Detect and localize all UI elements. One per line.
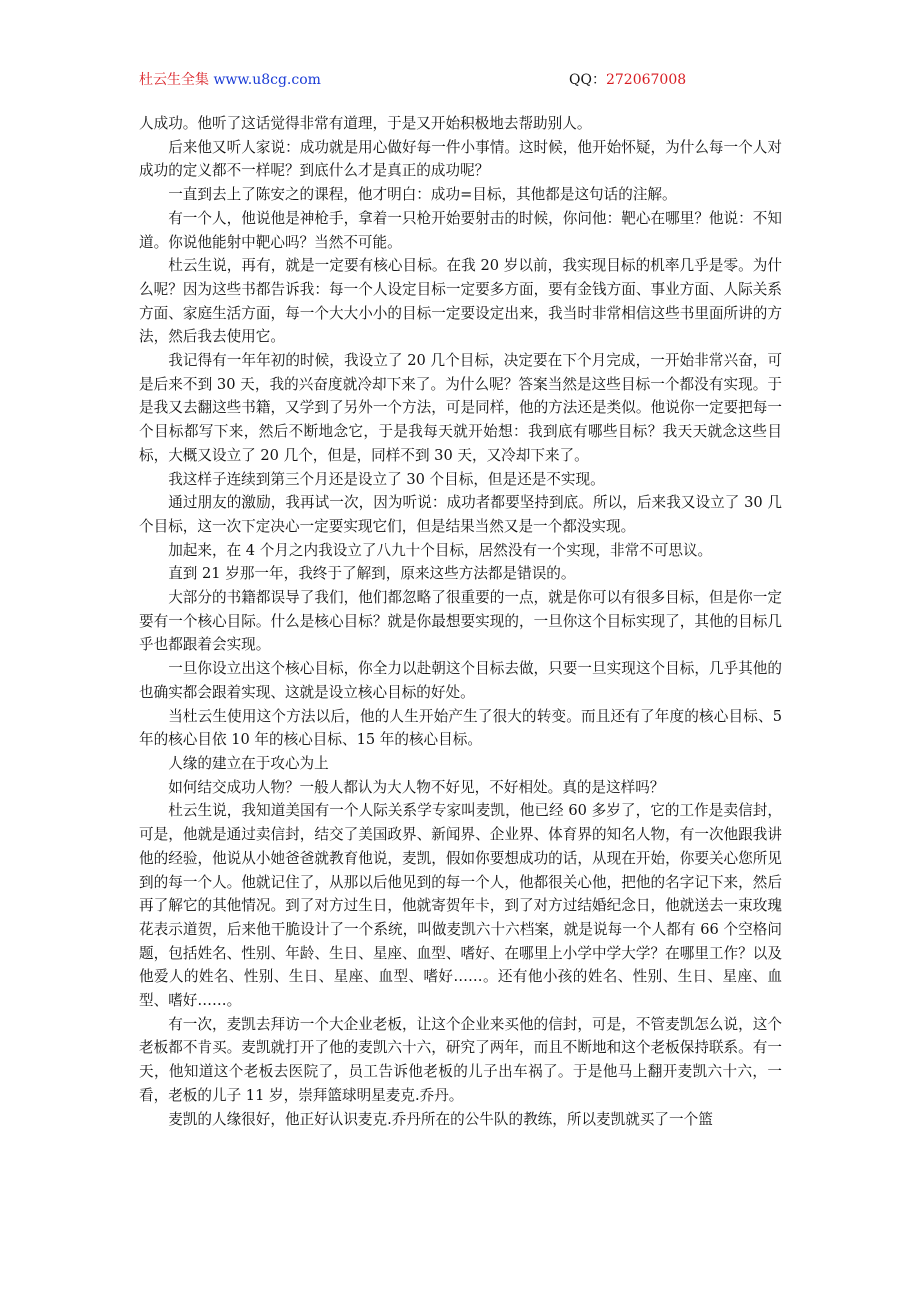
paragraph: 一直到去上了陈安之的课程，他才明白：成功=目标，其他都是这句话的注解。	[168, 186, 677, 204]
paragraph: 加起来，在 4 个月之内我设立了八九十个目标，居然没有一个实现，非常不可思议。	[168, 541, 713, 559]
page-header	[139, 69, 799, 91]
site-url-link[interactable]: www.u8cg.com	[213, 72, 321, 88]
paragraph: 有一次，麦凯去拜访一个大企业老板，让这个企业来买他的信封，可是，不管麦凯怎么说，这个老板都不肯买。麦凯就打开了他的麦凯六十六，研究了两年，而且不断地和这个老板保持联系。有一天，他知道这个老板去医院了，员工告诉他老板的儿子出车祸了。于是他马上翻开麦凯六十六，一看，老板的儿子 11 岁，崇拜篮球明星麦克.乔丹。	[139, 1015, 782, 1104]
paragraph: 人成功。他听了这话觉得非常有道理，于是又开始积极地去帮助别人。	[139, 115, 592, 132]
site-name: 杜云生全集	[139, 72, 209, 88]
section-heading: 人缘的建立在于攻心为上	[168, 754, 329, 772]
paragraph: 麦凯的人缘很好，他正好认识麦克.乔丹所在的公牛队的教练，所以麦凯就买了一个篮	[168, 1110, 713, 1128]
paragraph: 一旦你设立出这个核心目标，你全力以赴朝这个目标去做，只要一旦实现这个目标，几乎其他的也确实都会跟着实现、这就是设立核心目标的好处。	[139, 660, 782, 701]
paragraph: 杜云生说，再有，就是一定要有核心目标。在我 20 岁以前，我实现目标的机率几乎是零。为什么呢？因为这些书都告诉我：每一个人设定目标一定要多方面，要有金钱方面、事业方面、人际关系方面、家庭生活方面，每一个大大小小的目标一定要设定出来，我当时非常相信这些书里面所讲的方法，然后我去使用它。	[139, 257, 782, 346]
paragraph: 直到 21 岁那一年，我终于了解到，原来这些方法都是错误的。	[168, 565, 576, 583]
qq-label: QQ：	[569, 72, 606, 88]
paragraph: 杜云生说，我知道美国有一个人际关系学专家叫麦凯，他已经 60 多岁了，它的工作是卖信封，可是，他就是通过卖信封，结交了美国政界、新闻界、企业界、体育界的知名人物，有一次他跟我讲他的经验，他说从小她爸爸就教育他说，麦凯，假如你要想成功的话，从现在开始，你要关心您所见到的每一个人。他就记住了，从那以后他见到的每一个人，他都很关心他，把他的名字记下来，然后再了解它的其他情况。到了对方过生日，他就寄贺年卡，到了对方过结婚纪念日，他就送去一束玫瑰花表示道贺，后来他干脆设计了一个系统，叫做麦凯六十六档案，就是说每一个人都有 66 个空格问题，包括姓名、性别、年龄、生日、星座、血型、嗜好、在哪里上小学中学大学？在哪里工作？以及他爱人的姓名、性别、生日、星座、血型、嗜好……。还有他小孩的姓名、性别、生日、星座、血型、嗜好……。	[139, 802, 782, 1010]
qq-info	[569, 69, 686, 91]
paragraph: 我记得有一年年初的时候，我设立了 20 几个目标，决定要在下个月完成，一开始非常兴奋，可是后来不到 30 天，我的兴奋度就冷却下来了。为什么呢？答案当然是这些目标一个都没有实现。于是我又去翻这些书籍，又学到了另外一个方法，可是同样，他的方法还是类似。他说你一定要把每一个目标都写下来，然后不断地念它，于是我每天就开始想：我到底有哪些目标？我天天就念这些目标，大概又设立了 20 几个，但是，同样不到 30 天，又冷却下来了。	[139, 352, 782, 464]
paragraph: 后来他又听人家说：成功就是用心做好每一件小事情。这时候，他开始怀疑，为什么每一个人对成功的定义都不一样呢？到底什么才是真正的成功呢？	[139, 138, 782, 180]
paragraph: 通过朋友的激励，我再试一次，因为听说：成功者都要坚持到底。所以，后来我又设立了 30 几个目标，这一次下定决心一定要实现它们，但是结果当然又是一个都没实现。	[139, 494, 782, 535]
paragraph: 大部分的书籍都误导了我们，他们都忽略了很重要的一点，就是你可以有很多目标，但是你一定要有一个核心目际。什么是核心目标？就是你最想要实现的，一旦你这个目标实现了，其他的目标几乎也都跟着会实现。	[139, 589, 782, 654]
paragraph: 我这样子连续到第三个月还是设立了 30 个目标，但是还是不实现。	[168, 470, 605, 488]
site-info	[139, 69, 321, 91]
paragraph: 当杜云生使用这个方法以后，他的人生开始产生了很大的转变。而且还有了年度的核心目标、5 年的核心目依 10 年的核心目标、15 年的核心目标。	[139, 707, 782, 749]
qq-number: 272067008	[605, 72, 687, 88]
paragraph: 有一个人，他说他是神枪手，拿着一只枪开始要射击的时候，你问他：靶心在哪里？他说：不知道。你说他能射中靶心吗？当然不可能。	[139, 209, 782, 251]
document-body	[139, 112, 782, 1131]
paragraph: 如何结交成功人物？一般人都认为大人物不好见，不好相处。真的是这样吗？	[168, 778, 665, 796]
